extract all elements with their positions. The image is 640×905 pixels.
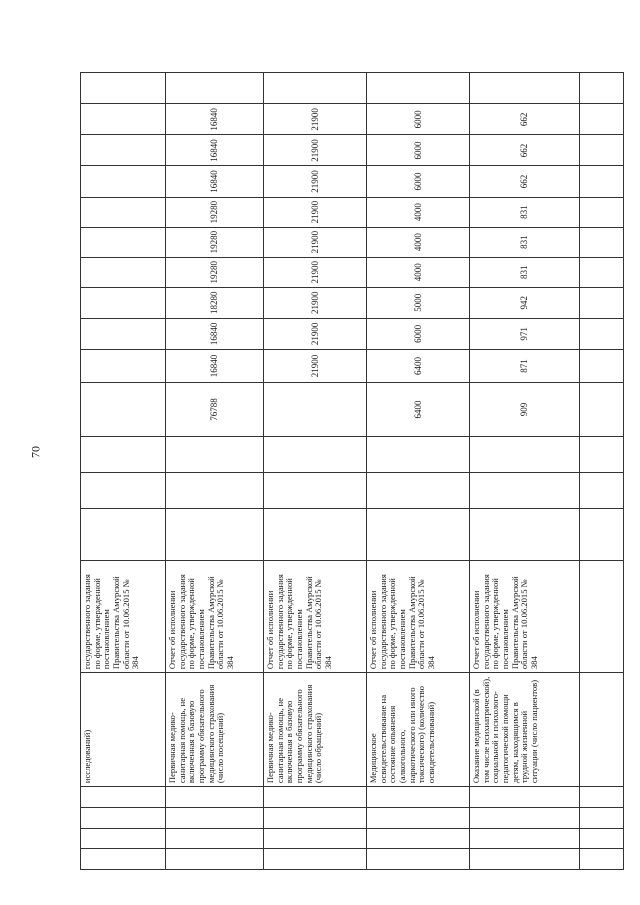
value-cell: 6000 bbox=[367, 166, 470, 197]
value-cell: 21900 bbox=[264, 287, 367, 318]
value-cell: 971 bbox=[470, 318, 580, 349]
empty-cell bbox=[166, 849, 264, 870]
empty-cell bbox=[367, 787, 470, 808]
empty-cell bbox=[470, 509, 580, 561]
value-cell: 19280 bbox=[166, 197, 264, 227]
table-row bbox=[367, 41, 470, 870]
value-cell bbox=[264, 73, 367, 104]
value-cell: 662 bbox=[470, 104, 580, 135]
value-cell: 21900 bbox=[264, 257, 367, 287]
empty-cell bbox=[367, 849, 470, 870]
value-cell: 4000 bbox=[367, 227, 470, 257]
value-cell bbox=[580, 287, 624, 318]
empty-cell bbox=[580, 849, 624, 870]
empty-cell bbox=[264, 828, 367, 849]
value-cell bbox=[367, 73, 470, 104]
empty-cell bbox=[470, 787, 580, 808]
value-cell bbox=[81, 318, 166, 349]
value-cell: 6000 bbox=[367, 318, 470, 349]
empty-cell bbox=[81, 473, 166, 509]
value-cell: 5000 bbox=[367, 287, 470, 318]
value-cell bbox=[81, 349, 166, 382]
value-cell bbox=[166, 73, 264, 104]
empty-cell bbox=[264, 849, 367, 870]
value-cell bbox=[580, 227, 624, 257]
empty-cell bbox=[367, 807, 470, 828]
empty-cell bbox=[470, 807, 580, 828]
table-row bbox=[166, 41, 264, 870]
value-cell: 21900 bbox=[264, 197, 367, 227]
value-cell: 831 bbox=[470, 257, 580, 287]
empty-cell bbox=[264, 473, 367, 509]
value-cell bbox=[81, 287, 166, 318]
empty-cell bbox=[367, 473, 470, 509]
value-cell: 19280 bbox=[166, 257, 264, 287]
empty-cell bbox=[580, 787, 624, 808]
value-cell bbox=[580, 73, 624, 104]
value-cell: 16840 bbox=[166, 349, 264, 382]
empty-cell bbox=[166, 509, 264, 561]
empty-cell bbox=[367, 509, 470, 561]
empty-cell bbox=[166, 828, 264, 849]
value-cell: 662 bbox=[470, 166, 580, 197]
value-cell: 831 bbox=[470, 227, 580, 257]
empty-cell bbox=[264, 436, 367, 472]
value-cell bbox=[580, 135, 624, 166]
indicator-cell: исследований) bbox=[81, 673, 166, 787]
value-cell bbox=[81, 135, 166, 166]
value-cell: 16840 bbox=[166, 104, 264, 135]
value-cell bbox=[580, 318, 624, 349]
empty-cell bbox=[367, 828, 470, 849]
value-cell bbox=[580, 257, 624, 287]
table-row bbox=[580, 41, 624, 870]
empty-cell bbox=[580, 828, 624, 849]
basis-cell: Отчет об исполнении государственного задания по форме, утвержденной постановлением Правительства Амурской области от 10.06.2015 № 384 bbox=[166, 561, 264, 673]
basis-cell: Отчет об исполнении государственного задания по форме, утвержденной постановлением Правительства Амурской области от 10.06.2015 № 384 bbox=[264, 561, 367, 673]
empty-cell bbox=[166, 436, 264, 472]
basis-cell: Отчет об исполнении государственного задания по форме, утвержденной постановлением Правительства Амурской области от 10.06.2015 № 384 bbox=[470, 561, 580, 673]
indicator-cell: Медицинское освидетельствование на состояние опьянения (алкогольного, наркотического или иного токсического) (количество освидетельствований) bbox=[367, 673, 470, 787]
value-cell: 831 bbox=[470, 197, 580, 227]
empty-cell bbox=[264, 807, 367, 828]
value-cell: 871 bbox=[470, 349, 580, 382]
value-cell: 19280 bbox=[166, 227, 264, 257]
indicator-cell: Первичная медико-санитарная помощь, не включенная в базовую программу обязательного медицинского страхования (число обращений) bbox=[264, 673, 367, 787]
value-cell bbox=[81, 166, 166, 197]
empty-cell bbox=[580, 509, 624, 561]
value-cell: 6400 bbox=[367, 383, 470, 437]
empty-cell bbox=[470, 849, 580, 870]
value-cell bbox=[81, 257, 166, 287]
value-cell: 18280 bbox=[166, 287, 264, 318]
empty-cell bbox=[81, 849, 166, 870]
value-cell: 4000 bbox=[367, 197, 470, 227]
empty-cell bbox=[81, 509, 166, 561]
value-cell: 942 bbox=[470, 287, 580, 318]
value-cell bbox=[264, 383, 367, 437]
empty-cell bbox=[81, 436, 166, 472]
value-cell: 76788 bbox=[166, 383, 264, 437]
empty-cell bbox=[470, 828, 580, 849]
empty-cell bbox=[367, 436, 470, 472]
value-cell: 21900 bbox=[264, 135, 367, 166]
empty-cell bbox=[81, 787, 166, 808]
table-row bbox=[81, 41, 166, 870]
value-cell: 6000 bbox=[367, 104, 470, 135]
indicator-cell bbox=[580, 673, 624, 787]
value-cell bbox=[81, 73, 166, 104]
value-cell: 16840 bbox=[166, 135, 264, 166]
value-cell bbox=[470, 73, 580, 104]
basis-cell: государственного задания по форме, утвержденной постановлением Правительства Амурской области от 10.06.2015 № 384 bbox=[81, 561, 166, 673]
empty-cell bbox=[580, 436, 624, 472]
value-cell: 6000 bbox=[367, 135, 470, 166]
value-cell: 21900 bbox=[264, 104, 367, 135]
value-cell bbox=[81, 104, 166, 135]
value-cell bbox=[81, 383, 166, 437]
empty-cell bbox=[81, 828, 166, 849]
page-number: 70 bbox=[28, 446, 43, 458]
value-cell: 6400 bbox=[367, 349, 470, 382]
value-cell bbox=[580, 166, 624, 197]
value-cell: 21900 bbox=[264, 318, 367, 349]
table-row bbox=[470, 41, 580, 870]
table-body bbox=[81, 41, 624, 870]
value-cell bbox=[580, 197, 624, 227]
value-cell bbox=[580, 349, 624, 382]
indicator-cell: Оказание медицинской (в том числе психиатрической), социальной и психолого-педагогической помощи детям, находящимся в трудной жизненной ситуации (число пациентов) bbox=[470, 673, 580, 787]
rotated-table-container bbox=[80, 40, 623, 870]
value-cell: 21900 bbox=[264, 166, 367, 197]
value-cell bbox=[81, 197, 166, 227]
value-cell: 21900 bbox=[264, 227, 367, 257]
empty-cell bbox=[166, 807, 264, 828]
value-cell: 662 bbox=[470, 135, 580, 166]
empty-cell bbox=[264, 509, 367, 561]
table-row bbox=[264, 41, 367, 870]
empty-cell bbox=[81, 807, 166, 828]
value-cell: 4000 bbox=[367, 257, 470, 287]
value-cell: 909 bbox=[470, 383, 580, 437]
value-cell bbox=[580, 104, 624, 135]
basis-cell bbox=[580, 561, 624, 673]
indicators-table bbox=[80, 40, 624, 870]
indicator-cell: Первичная медико-санитарная помощь, не включенная в базовую программу обязательного медицинского страхования (число посещений) bbox=[166, 673, 264, 787]
empty-cell bbox=[264, 787, 367, 808]
empty-cell bbox=[470, 436, 580, 472]
empty-cell bbox=[580, 473, 624, 509]
empty-cell bbox=[580, 807, 624, 828]
value-cell: 21900 bbox=[264, 349, 367, 382]
basis-cell: Отчет об исполнении государственного задания по форме, утвержденной постановлением Правительства Амурской области от 10.06.2015 № 384 bbox=[367, 561, 470, 673]
value-cell: 16840 bbox=[166, 318, 264, 349]
value-cell bbox=[81, 227, 166, 257]
value-cell bbox=[580, 383, 624, 437]
empty-cell bbox=[470, 473, 580, 509]
empty-cell bbox=[166, 473, 264, 509]
value-cell: 16840 bbox=[166, 166, 264, 197]
empty-cell bbox=[166, 787, 264, 808]
